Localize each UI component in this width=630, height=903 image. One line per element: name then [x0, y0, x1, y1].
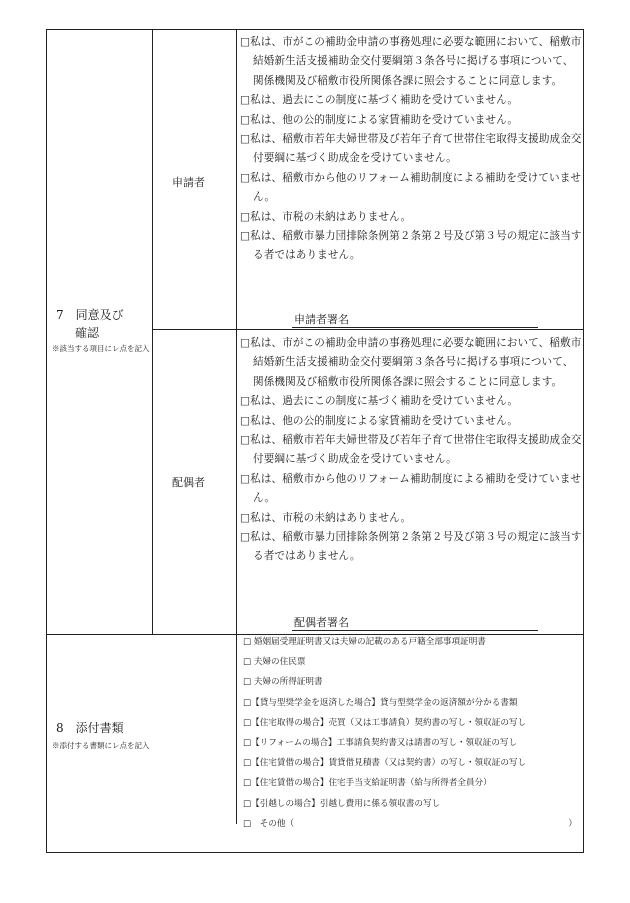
attachment-checkbox-other[interactable]	[243, 814, 581, 834]
section7-title-line1: 7 同意及び	[56, 308, 124, 322]
applicant-consent-checkbox-4[interactable]: □私は、稲敷市若年夫婦世帯及び若年子育て世帯住宅取得支援助成金交付要綱に基づく助成金を受けていません。	[240, 133, 582, 165]
attachment-checkbox-rental-estimate[interactable]: □【住宅賃借の場合】賃貸借見積書（又は契約書）の写し・領収証の写し	[243, 758, 527, 769]
spouse-signature-field[interactable]: 配偶者署名	[292, 616, 538, 631]
attachment-checkbox-marriage-certificate[interactable]: □ 婚姻届受理証明書又は夫婦の記載のある戸籍全部事項証明書	[243, 637, 486, 647]
applicant-signature-field[interactable]: 申請者署名	[292, 313, 538, 328]
spouse-consent-checkbox-6[interactable]: □私は、市税の未納はありません。	[240, 511, 412, 524]
applicant-consent-checkbox-7[interactable]: □私は、稲敷市暴力団排除条例第２条第２号及び第３号の規定に該当する者ではありません。	[240, 230, 582, 262]
attachment-checkbox-housing-purchase[interactable]: □【住宅取得の場合】売買（又は工事請負）契約書の写し・領収証の写し	[243, 717, 527, 728]
attachment-checkbox-housing-allowance[interactable]: □【住宅賃借の場合】住宅手当支給証明書（給与所得者全員分）	[243, 778, 492, 789]
applicant-role-label: 申請者	[172, 176, 205, 189]
attachment-checkbox-scholarship-repayment[interactable]: □【貸与型奨学金を返済した場合】貸与型奨学金の返済額が分かる書類	[243, 697, 518, 708]
spouse-consent-list	[240, 334, 582, 567]
attachment-checkbox-income-certificate[interactable]: □ 夫婦の所得証明書	[243, 677, 323, 688]
spouse-consent-checkbox-3[interactable]: □私は、他の公的制度による家賃補助を受けていません。	[240, 414, 519, 427]
applicant-consent-checkbox-1[interactable]: □私は、市がこの補助金申請の事務処理に必要な範囲において、稲敷市結婚新生活支援補助金交付要綱第３条各号に掲げる事項について、関係機関及び稲敷市役所関係各課に照会することに同意します。	[240, 36, 582, 87]
attachment-other-close-paren: ）	[568, 818, 577, 829]
section7-note: ※該当する項目にレ点を記入	[52, 344, 150, 353]
spouse-role-label: 配偶者	[172, 476, 205, 489]
attachment-checkbox-moving-receipt[interactable]: □【引越しの場合】引越し費用に係る領収書の写し	[243, 798, 441, 809]
applicant-consent-checkbox-6[interactable]: □私は、市税の未納はありません。	[240, 210, 412, 223]
spouse-consent-checkbox-4[interactable]: □私は、稲敷市若年夫婦世帯及び若年子育て世帯住宅取得支援助成金交付要綱に基づく助成金を受けていません。	[240, 434, 582, 466]
col-divider-role-right	[236, 30, 237, 824]
applicant-consent-checkbox-2[interactable]: □私は、過去にこの制度に基づく補助を受けていません。	[240, 94, 519, 107]
section8-title: 8 添付書類	[56, 721, 124, 735]
row-divider-applicant-spouse	[152, 329, 584, 330]
spouse-consent-checkbox-1[interactable]: □私は、市がこの補助金申請の事務処理に必要な範囲において、稲敷市結婚新生活支援補助金交付要綱第３条各号に掲げる事項について、関係機関及び稲敷市役所関係各課に照会することに同意します。	[240, 337, 582, 388]
spouse-consent-checkbox-5[interactable]: □私は、稲敷市から他のリフォーム補助制度による補助を受けていません。	[240, 472, 582, 505]
section7-title-line2: 確認	[75, 326, 100, 340]
applicant-consent-checkbox-5[interactable]: □私は、稲敷市から他のリフォーム補助制度による補助を受けていません。	[240, 171, 582, 204]
spouse-consent-checkbox-7[interactable]: □私は、稲敷市暴力団排除条例第２条第２号及び第３号の規定に該当する者ではありません。	[240, 531, 582, 563]
attachment-other-label: □ その他（	[243, 818, 295, 829]
spouse-consent-checkbox-2[interactable]: □私は、過去にこの制度に基づく補助を受けていません。	[240, 395, 519, 408]
attachment-checkbox-reform-contract[interactable]: □【リフォームの場合】工事請負契約書又は請書の写し・領収証の写し	[243, 738, 518, 749]
attachment-list	[243, 632, 581, 834]
attachment-checkbox-resident-record[interactable]: □ 夫婦の住民票	[243, 657, 306, 668]
section8-note: ※添付する書類にレ点を記入	[52, 741, 150, 750]
application-form-table	[46, 29, 584, 853]
col-divider-section7-left	[152, 30, 153, 634]
applicant-consent-checkbox-3[interactable]: □私は、他の公的制度による家賃補助を受けていません。	[240, 113, 519, 126]
applicant-consent-list	[240, 33, 582, 266]
